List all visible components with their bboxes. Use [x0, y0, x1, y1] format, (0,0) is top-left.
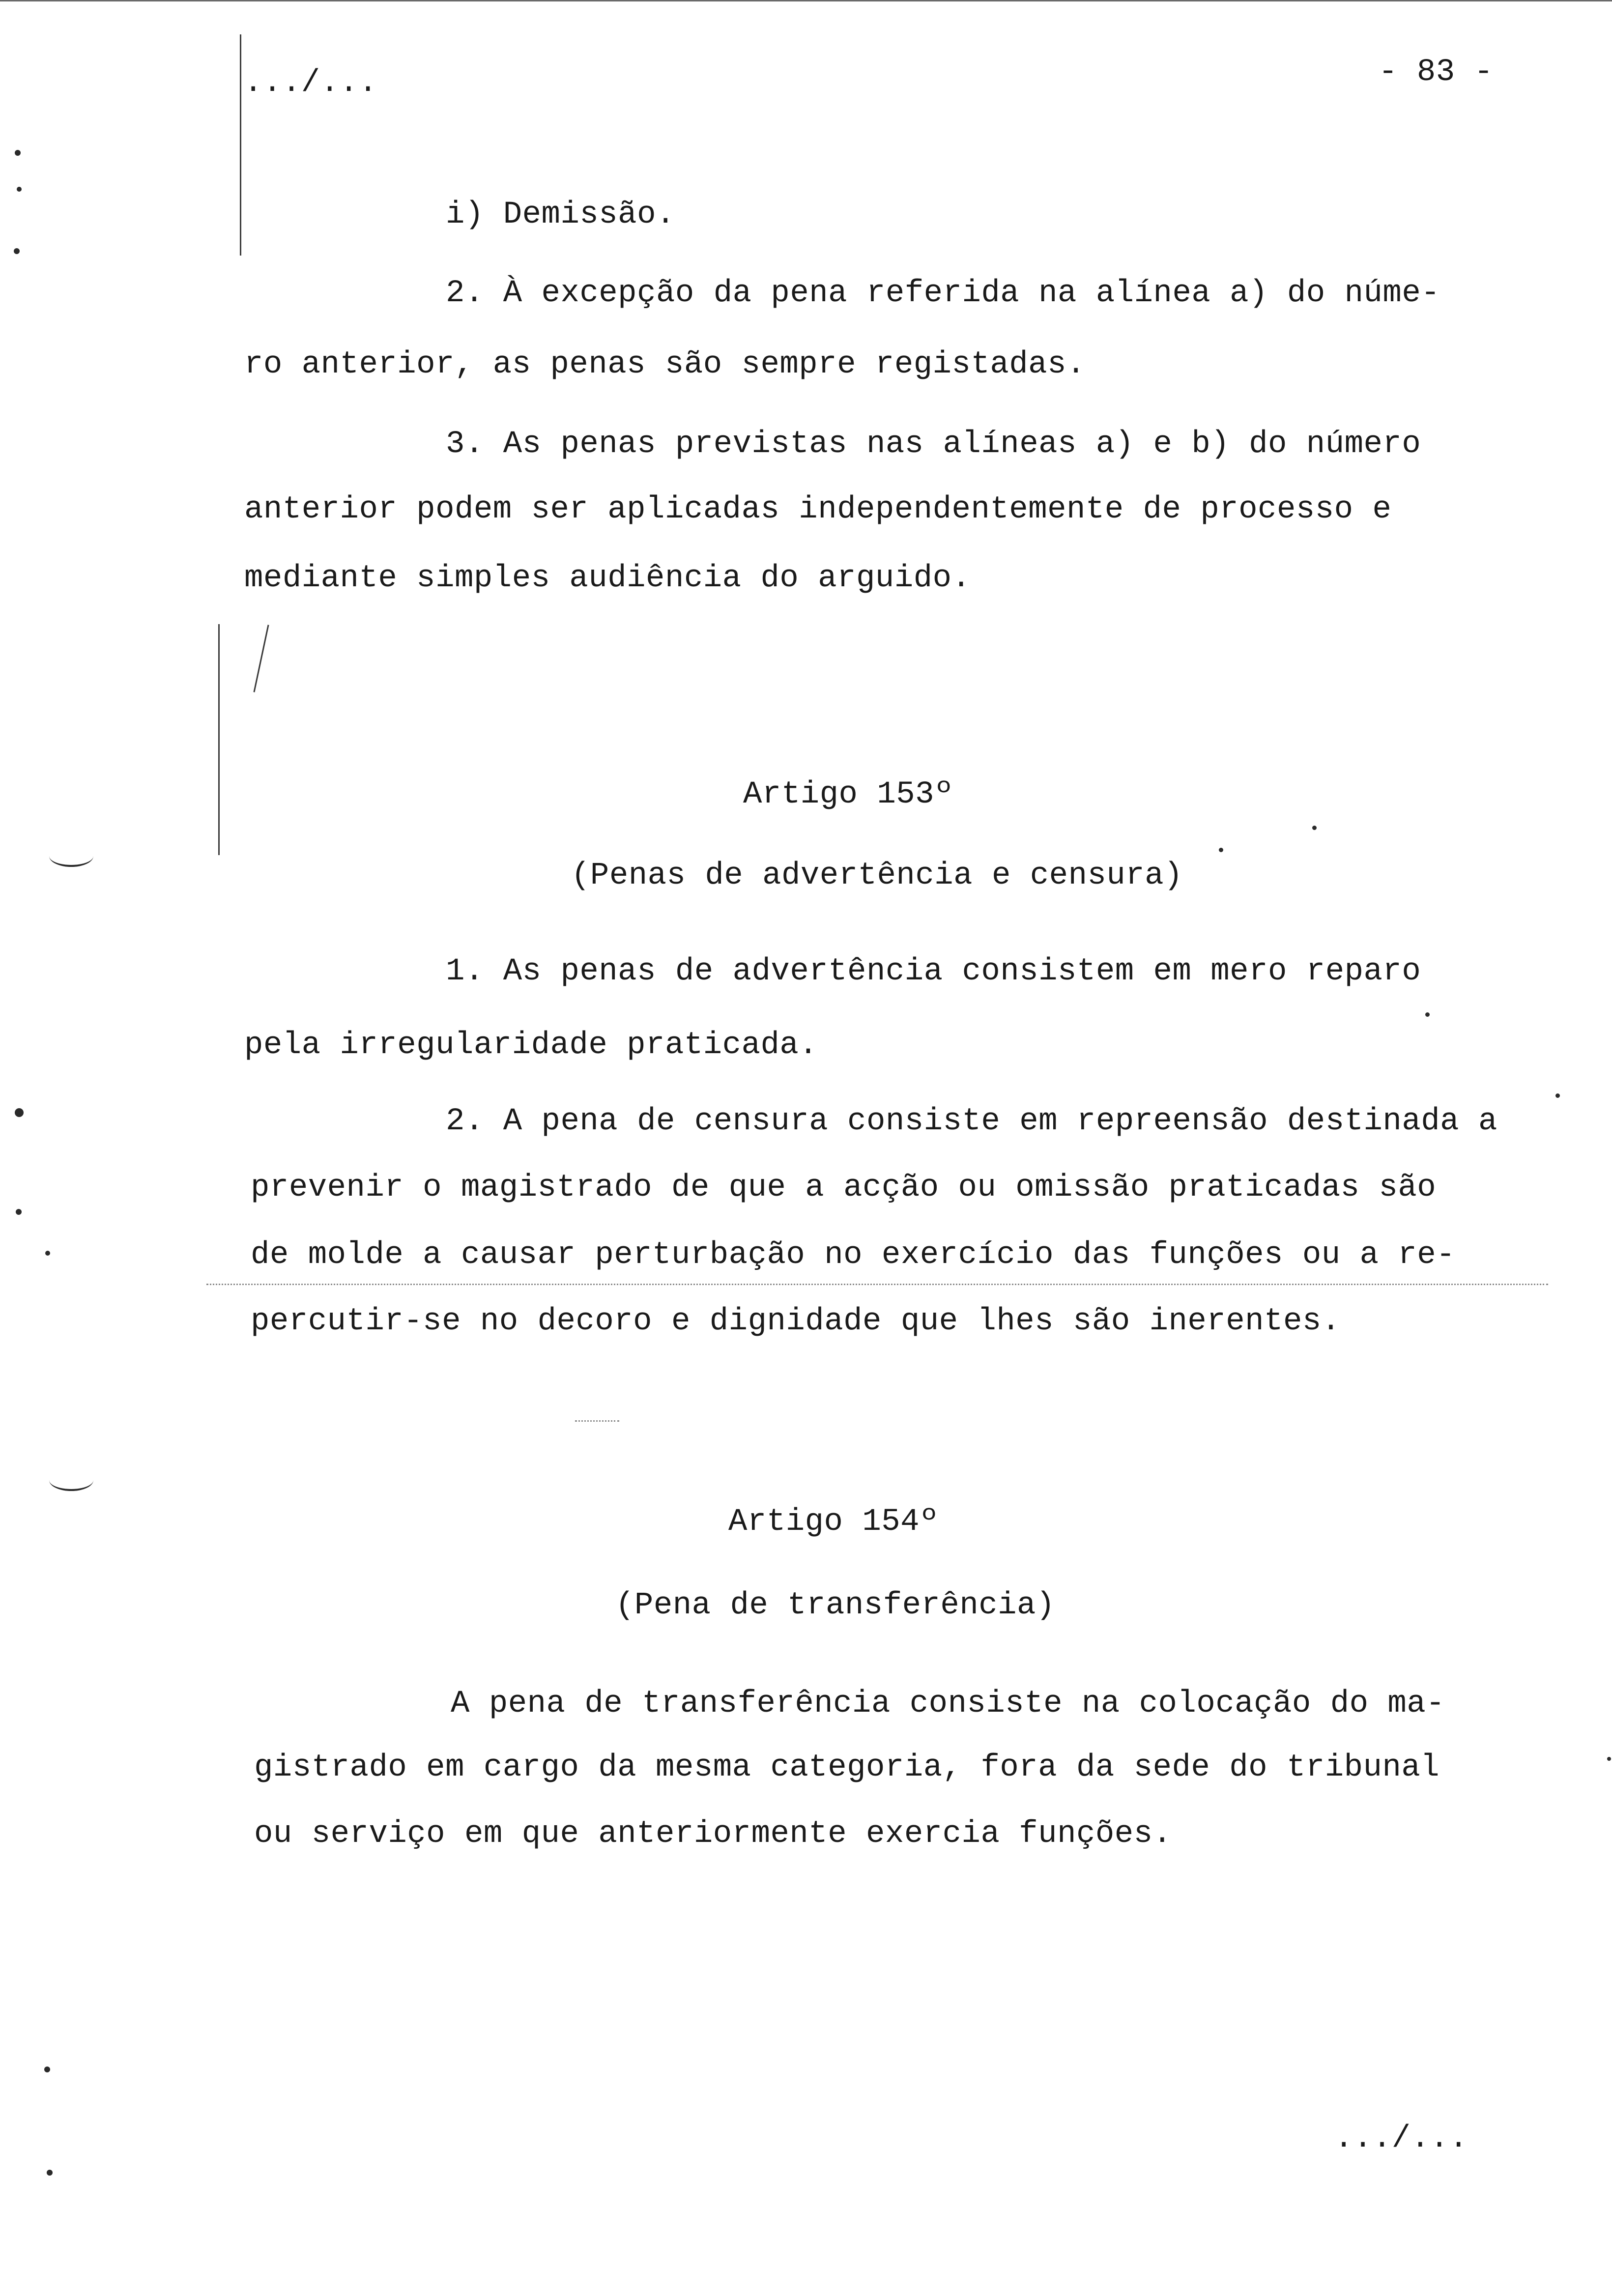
continuation-marker-bottom: .../... [1334, 2121, 1468, 2156]
paragraph-3-line-1: 3. As penas previstas nas alíneas a) e b) do número [446, 427, 1421, 462]
article-154-line-2: gistrado em cargo da mesma categoria, fora da sede do tribunal [254, 1750, 1440, 1785]
article-153-p2-line-3: de molde a causar perturbação no exercício das funções ou a re- [251, 1237, 1456, 1273]
paragraph-2-line-2: ro anterior, as penas são sempre registadas. [244, 347, 1086, 382]
scan-speck [1555, 1093, 1560, 1098]
top-edge-rule [0, 0, 1612, 1]
scan-speck [17, 187, 22, 192]
scan-speck [1312, 826, 1317, 830]
margin-line [253, 625, 269, 692]
scan-mark [49, 845, 93, 867]
scan-speck [16, 1209, 22, 1215]
paragraph-3-line-3: mediante simples audiência do arguido. [244, 561, 971, 596]
article-154-line-3: ou serviço em que anteriormente exercia funções. [254, 1816, 1172, 1852]
paragraph-3-line-2: anterior podem ser aplicadas independentemente de processo e [244, 492, 1392, 527]
scan-mark [49, 1469, 93, 1491]
list-item-i: i) Demissão. [446, 197, 675, 232]
page-number: - 83 - [1379, 55, 1494, 90]
scan-speck [45, 1251, 50, 1256]
article-154-subtitle: (Pena de transferência) [615, 1588, 1055, 1623]
scan-speck [1607, 1757, 1611, 1761]
margin-line [218, 624, 220, 855]
margin-line [240, 34, 241, 256]
scan-speck [15, 150, 21, 156]
paragraph-2-line-1: 2. À excepção da pena referida na alínea a) do núme- [446, 276, 1440, 311]
article-153-p2-line-1: 2. A pena de censura consiste em repreensão destinada a [446, 1104, 1497, 1139]
scan-dotted-line [206, 1284, 1548, 1285]
scan-speck [1425, 1012, 1430, 1017]
article-153-p2-line-2: prevenir o magistrado de que a acção ou omissão praticadas são [251, 1170, 1437, 1205]
scan-speck [44, 2066, 50, 2072]
article-154-title: Artigo 154º [728, 1504, 939, 1540]
article-153-p1-line-1: 1. As penas de advertência consistem em mero reparo [446, 954, 1421, 989]
continuation-marker-top: .../... [244, 65, 378, 101]
scan-speck [15, 1108, 24, 1117]
scan-speck [1219, 848, 1223, 852]
scan-speck [14, 248, 20, 254]
article-153-subtitle: (Penas de advertência e censura) [571, 858, 1183, 893]
article-154-line-1: A pena de transferência consiste na colocação do ma- [451, 1686, 1445, 1722]
article-153-p2-line-4: percutir-se no decoro e dignidade que lhes são inerentes. [251, 1304, 1341, 1339]
article-153-p1-line-2: pela irregularidade praticada. [244, 1028, 818, 1063]
article-153-title: Artigo 153º [743, 777, 953, 812]
scan-dotted-line [575, 1420, 619, 1422]
scan-speck [47, 2170, 53, 2176]
